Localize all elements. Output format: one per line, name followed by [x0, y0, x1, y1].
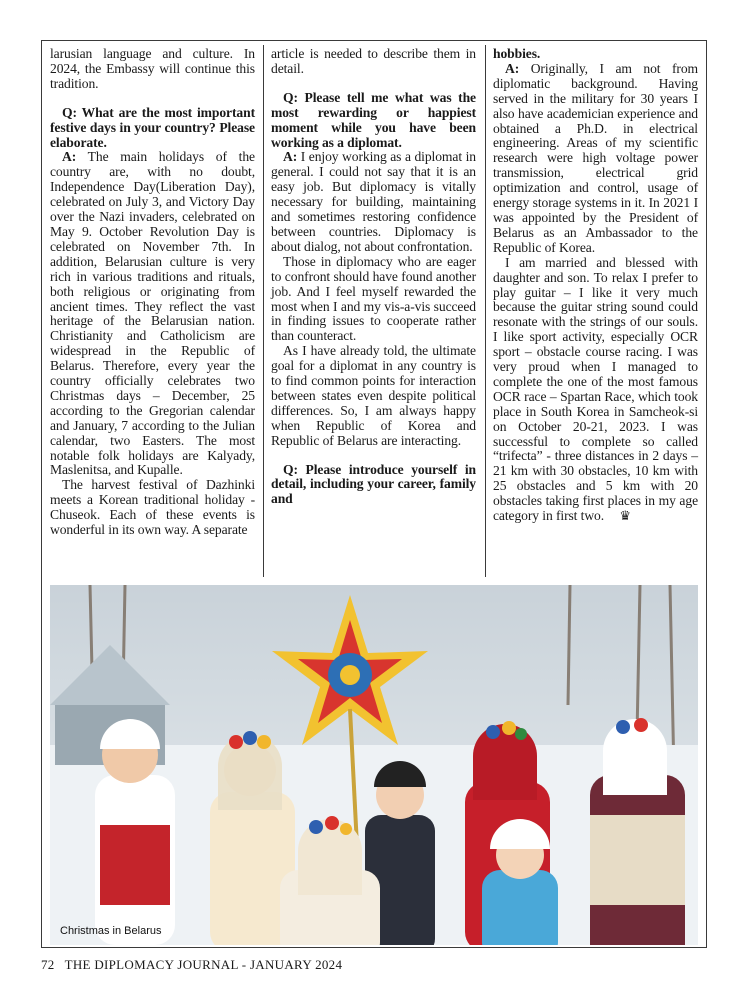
carolers-illustration [50, 585, 698, 945]
column-divider [263, 45, 264, 577]
paragraph: As I have already told, the ultimate goal for a diplomat in any country is to find common points for interaction between states even despite political differences. So, I am always happy when Republic of Korea and Republic of Belarus are interacting. [271, 343, 476, 448]
question-heading: Q: Please tell me what was the most rewarding or happiest moment while you have been working as a diplomat. [271, 89, 476, 150]
answer-text: The main holidays of the country are, with no doubt, Independence Day(Liberation Day), celebrated on July 3, and Victory Day over the Nazi invaders, celebrated on May 9. October Revolution Day is celebrated on November 7th. In addition, Belarusian culture is very rich in various traditions and rituals, both religious or originating from ancient times. They reflect the vast heritage of the Belarusian nation. Christianity and Catholicism are widespread in the Republic of Belarus. Therefore, every year the country officially celebrates two Christmas days – December, 25 according to the Gregorian calendar and January, 7 according to the Julian calendar, two Easters. The most notable folk holidays are Kalyady, Maslenitsa, and Kupalle. [50, 149, 255, 478]
christmas-photo [50, 585, 698, 945]
answer-paragraph [271, 150, 476, 254]
article-frame [41, 40, 707, 948]
text-column-3 [493, 47, 698, 524]
paragraph: Those in diplomacy who are eager to confront should have found another job. And I feel myself rewarded the most when I and my vis-a-vis succeed in finding issues to cooperate rather than counteract. [271, 253, 476, 344]
answer-paragraph [50, 150, 255, 478]
question-heading-end: hobbies. [493, 46, 541, 61]
text-column-1 [50, 47, 255, 538]
page-number: 72 [41, 957, 55, 972]
paragraph-text: I am married and blessed with daughter and son. To relax I prefer to play guitar – I like it very much because the guitar string sound could resonate with the strings of our souls. I like sport activity, especially OCR sport – obstacle course racing. I was very proud when I managed to complete the one of the most famous OCR race – Spartan Race, which took place in South Korea in Samcheok-si on October 20-21, 2023. I was successful to complete so called “trifecta” - three distances in 2 days – 21 km with 30 obstacles, 10 km with 25 obstacles and 5 km with 20 obstacles taking first places in my age category in first two. [493, 254, 698, 524]
paragraph [493, 256, 698, 524]
answer-text: Originally, I am not from diplomatic background. Having served in the military for 30 years I also have academician experience and obtained a Ph.D. in electrical engineering. Areas of my scientific research were high voltage power transmission, electrical grid optimization and control, usage of energy storage systems in it. In 2021 I was appointed by the President of Belarus as an Ambassador to the Republic of Korea. [493, 60, 698, 255]
answer-paragraph [493, 62, 698, 256]
column-divider [485, 45, 486, 577]
answer-label: A: [62, 149, 77, 165]
journal-issue: THE DIPLOMACY JOURNAL - JANUARY 2024 [64, 957, 343, 972]
paragraph: larusian language and culture. In 2024, the Embassy will continue this tradition. [50, 46, 255, 91]
question-heading: Q: Please introduce yourself in detail, including your career, family and [271, 461, 476, 507]
paragraph: article is needed to describe them in detail. [271, 46, 476, 76]
end-mark-icon: ♛ [619, 508, 631, 524]
photo-caption: Christmas in Belarus [60, 925, 162, 937]
question-heading: Q: What are the most important festive days in your country? Please elaborate. [50, 104, 255, 150]
answer-text: I enjoy working as a diplomat in general. I could not say that it is an easy job. But diplomacy is vitally necessary for building, maintaining and sometimes restoring confidence between countries. Diplomacy is about dialog, not about confrontation. [271, 149, 476, 254]
answer-label: A: [505, 60, 520, 76]
answer-label: A: [283, 149, 298, 165]
text-column-2 [271, 47, 476, 507]
page-footer [41, 957, 342, 973]
paragraph: The harvest festival of Dazhinki meets a Korean traditional holiday - Chuseok. Each of these events is wonderful in its own way. A separate [50, 477, 255, 538]
